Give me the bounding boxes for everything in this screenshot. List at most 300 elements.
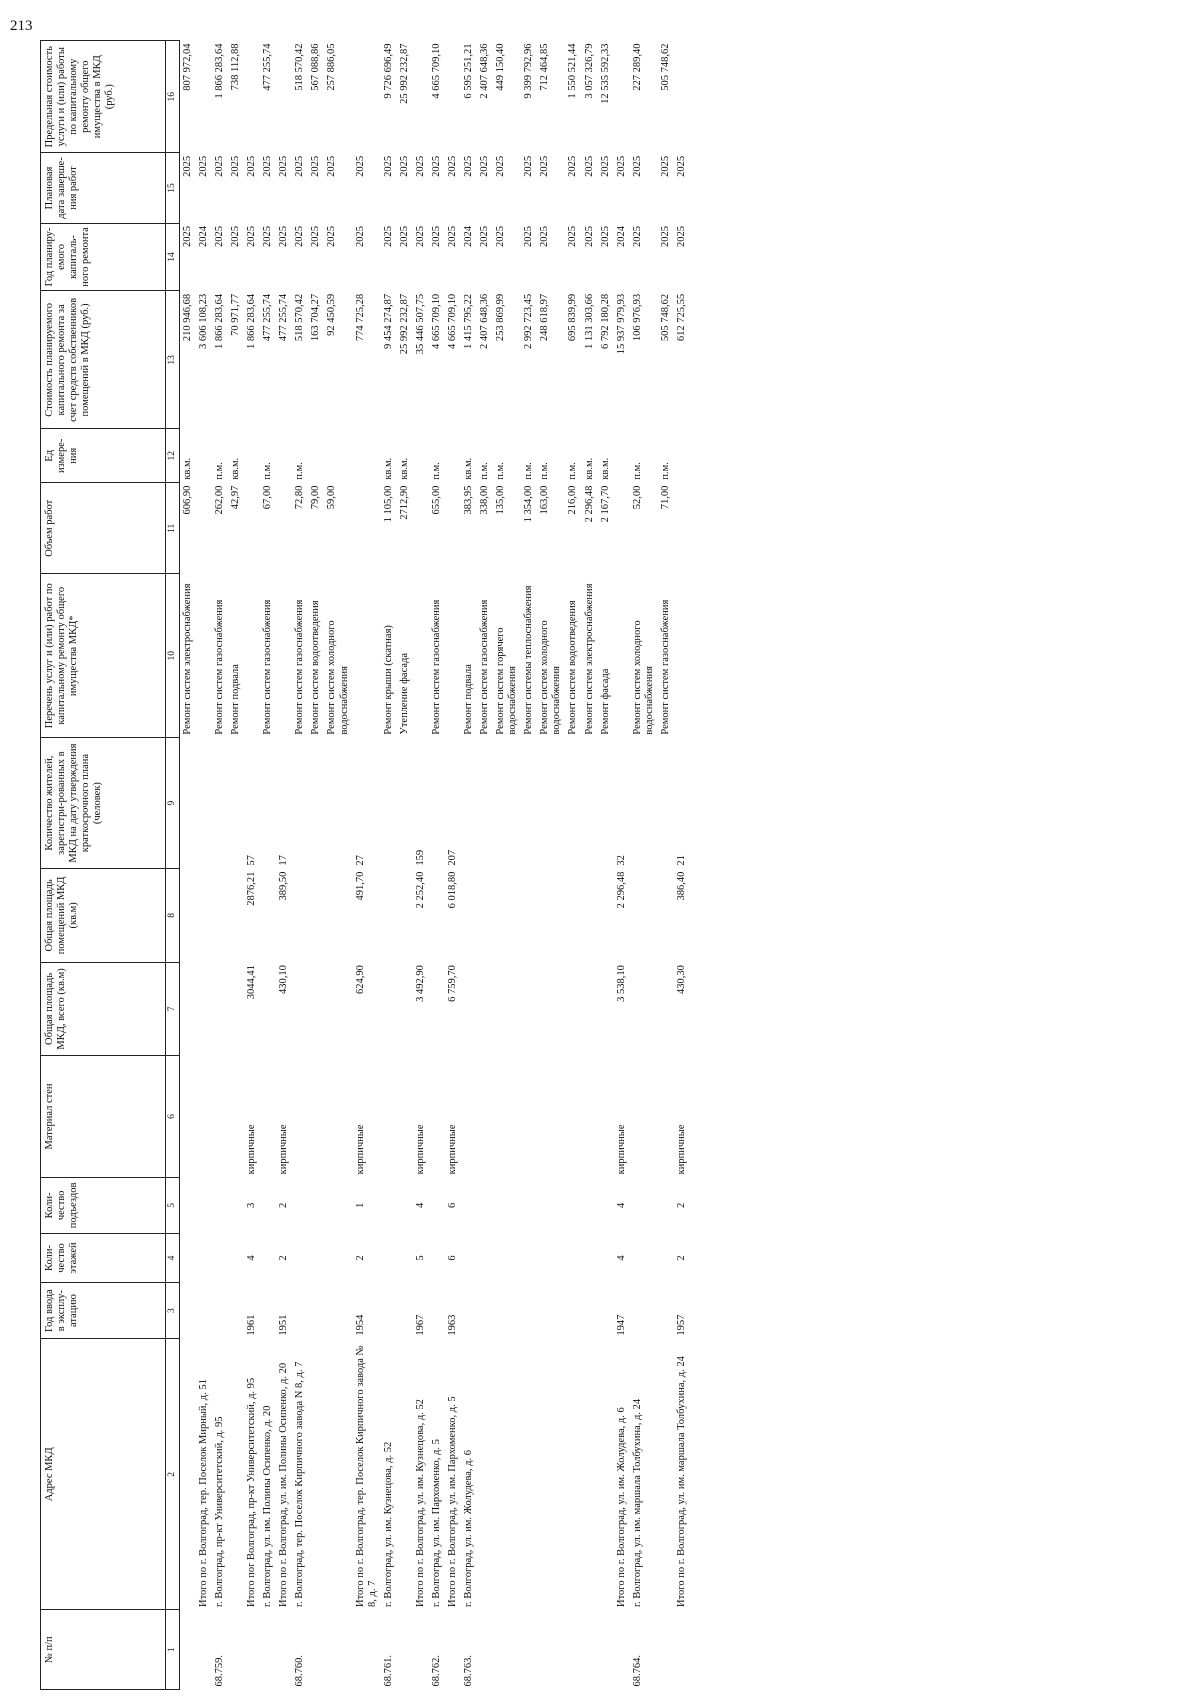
- unit: кв.м.: [181, 457, 193, 480]
- total-area: [196, 962, 212, 1056]
- unit: [674, 429, 690, 483]
- entrances: [477, 1177, 493, 1233]
- planned-cost: 4 665 709,10: [446, 293, 458, 349]
- table-row: [228, 41, 244, 1690]
- planned-cost: 70 971,77: [230, 293, 242, 336]
- completion-date: 2025: [414, 155, 426, 177]
- residents: 17: [278, 855, 290, 866]
- column-number: 9: [166, 738, 180, 869]
- residents: [537, 738, 565, 869]
- residents: [196, 738, 212, 869]
- floors: 2: [278, 1255, 290, 1261]
- column-number: 15: [166, 153, 180, 223]
- entrances: [521, 1177, 537, 1233]
- wall-material: [292, 1056, 308, 1178]
- year-built: [493, 1283, 521, 1339]
- repair-year: 2025: [631, 226, 643, 248]
- year-built: [582, 1283, 598, 1339]
- floors: [658, 1233, 674, 1282]
- premises-area: [461, 869, 477, 963]
- premises-area: [521, 869, 537, 963]
- row-number: [244, 1610, 260, 1690]
- address: [521, 1339, 537, 1610]
- floors: 5: [414, 1255, 426, 1261]
- table-row: [429, 41, 445, 1690]
- table-row: [582, 41, 598, 1690]
- column-header: Перечень услуг и (или) работ по капитальному ремонту общего имущества МКД*: [41, 574, 166, 738]
- max-cost: 518 570,42: [294, 43, 306, 91]
- wall-material: кирпичные: [675, 1124, 687, 1175]
- year-built: 1947: [615, 1314, 627, 1336]
- planned-cost: 477 255,74: [278, 293, 290, 342]
- premises-area: [429, 869, 445, 963]
- address: [582, 1339, 598, 1610]
- wall-material: кирпичные: [278, 1124, 290, 1175]
- column-header: Год ввода в эксплу-атацию: [41, 1283, 166, 1339]
- year-built: 1961: [246, 1314, 258, 1336]
- max-cost: 9 726 696,49: [382, 43, 394, 99]
- table-row: [324, 41, 352, 1690]
- work-type: Ремонт крыши (скатная): [382, 625, 394, 735]
- planned-cost: 695 839,99: [567, 293, 579, 342]
- year-built: [260, 1283, 276, 1339]
- address: г. Волгоград, ул. им. Кузнецова, д. 52: [382, 1441, 394, 1607]
- residents: 57: [246, 855, 258, 866]
- floors: [493, 1233, 521, 1282]
- max-cost: 4 665 709,10: [430, 43, 442, 99]
- total-area: 430,30: [675, 965, 687, 995]
- total-area: [582, 962, 598, 1056]
- year-built: [212, 1283, 228, 1339]
- total-area: [493, 962, 521, 1056]
- wall-material: кирпичные: [354, 1124, 366, 1175]
- planned-cost: 774 725,28: [354, 293, 366, 342]
- work-type: Ремонт систем газоснабжения: [262, 599, 274, 735]
- total-area: [461, 962, 477, 1056]
- work-volume: 67,00: [262, 485, 274, 510]
- max-cost: [445, 41, 461, 153]
- residents: 32: [615, 855, 627, 866]
- residents: 159: [414, 849, 426, 866]
- year-built: [429, 1283, 445, 1339]
- table-row: [537, 41, 565, 1690]
- repair-year: 2025: [539, 226, 551, 248]
- table-row: [260, 41, 276, 1690]
- column-number: 2: [166, 1339, 180, 1610]
- row-number: [537, 1610, 565, 1690]
- row-number: [565, 1610, 581, 1690]
- max-cost: 2 407 648,36: [479, 43, 491, 99]
- table-row: [244, 41, 260, 1690]
- completion-date: 2025: [446, 155, 458, 177]
- address: Итого по г. Волгоград, ул. им. Кузнецова, д. 52: [414, 1399, 426, 1607]
- completion-date: 2025: [230, 155, 242, 177]
- floors: [537, 1233, 565, 1282]
- total-area: [477, 962, 493, 1056]
- total-area: [429, 962, 445, 1056]
- completion-date: 2025: [326, 155, 338, 177]
- max-cost: 6 595 251,21: [463, 43, 475, 99]
- year-built: [598, 1283, 614, 1339]
- address: [565, 1339, 581, 1610]
- floors: [598, 1233, 614, 1282]
- premises-area: [212, 869, 228, 963]
- work-volume: 52,00: [631, 485, 643, 510]
- wall-material: [477, 1056, 493, 1178]
- header-row: [41, 41, 166, 1690]
- page-number: 213: [10, 18, 33, 34]
- year-built: [381, 1283, 397, 1339]
- planned-cost: 477 255,74: [262, 293, 274, 342]
- address: [397, 1339, 413, 1610]
- column-header: Плановая дата заверше-ния работ: [41, 153, 166, 223]
- completion-date: 2025: [430, 155, 442, 177]
- premises-area: [308, 869, 324, 963]
- work-volume: 72,80: [294, 485, 306, 510]
- column-number: 4: [166, 1233, 180, 1282]
- floors: 4: [246, 1255, 258, 1261]
- residents: [308, 738, 324, 869]
- completion-date: 2025: [197, 155, 209, 177]
- table-row: [565, 41, 581, 1690]
- entrances: [582, 1177, 598, 1233]
- repair-year: 2025: [446, 226, 458, 248]
- entrances: [381, 1177, 397, 1233]
- repair-year: 2025: [659, 226, 671, 248]
- repair-year: 2025: [599, 226, 611, 248]
- max-cost: 25 992 232,87: [398, 43, 410, 104]
- work-type: Утепление фасада: [398, 652, 410, 735]
- column-number: 12: [166, 429, 180, 483]
- floors: 4: [615, 1255, 627, 1261]
- planned-cost: 15 937 979,93: [615, 293, 627, 355]
- residents: [228, 738, 244, 869]
- repair-year: 2025: [675, 226, 687, 248]
- row-number: [477, 1610, 493, 1690]
- unit: п.м.: [262, 462, 274, 480]
- premises-area: [292, 869, 308, 963]
- completion-date: 2025: [262, 155, 274, 177]
- address: г. Волгоград, тер. Поселок Кирпичного завода N 8, д. 7: [294, 1361, 306, 1607]
- planned-cost: 2 407 648,36: [479, 293, 491, 349]
- address: [228, 1339, 244, 1610]
- unit: [308, 429, 324, 483]
- work-volume: [614, 483, 630, 574]
- work-volume: 1 105,00: [382, 485, 394, 523]
- total-area: [260, 962, 276, 1056]
- premises-area: [228, 869, 244, 963]
- planned-cost: 6 792 180,28: [599, 293, 611, 349]
- residents: [582, 738, 598, 869]
- column-number: 16: [166, 41, 180, 153]
- entrances: [461, 1177, 477, 1233]
- entrances: [429, 1177, 445, 1233]
- planned-cost: 9 454 274,87: [382, 293, 394, 349]
- floors: [228, 1233, 244, 1282]
- entrances: [397, 1177, 413, 1233]
- column-number-row: [166, 41, 180, 1690]
- total-area: [308, 962, 324, 1056]
- year-built: 1954: [354, 1314, 366, 1336]
- premises-area: [493, 869, 521, 963]
- year-built: [461, 1283, 477, 1339]
- work-type: [196, 574, 212, 738]
- residents: [521, 738, 537, 869]
- completion-date: 2025: [583, 155, 595, 177]
- work-type: [614, 574, 630, 738]
- wall-material: [228, 1056, 244, 1178]
- column-header: Общая площадь МКД, всего (кв.м): [41, 962, 166, 1056]
- total-area: [228, 962, 244, 1056]
- year-built: [630, 1283, 658, 1339]
- total-area: [598, 962, 614, 1056]
- work-volume: 71,00: [659, 485, 671, 510]
- work-volume: 338,00: [479, 485, 491, 515]
- wall-material: [196, 1056, 212, 1178]
- repair-year: 2025: [495, 226, 507, 248]
- year-built: [324, 1283, 352, 1339]
- work-volume: 2712,90: [398, 485, 410, 520]
- row-number: [674, 1610, 690, 1690]
- planned-cost: 1 131 303,66: [583, 293, 595, 349]
- max-cost: 505 748,62: [659, 43, 671, 91]
- wall-material: [537, 1056, 565, 1178]
- unit: п.м.: [214, 462, 226, 480]
- premises-area: [381, 869, 397, 963]
- column-number: 8: [166, 869, 180, 963]
- entrances: [196, 1177, 212, 1233]
- total-area: [324, 962, 352, 1056]
- work-type: Ремонт систем холодного водоснабжения: [326, 620, 350, 735]
- work-volume: 59,00: [326, 485, 338, 510]
- completion-date: 2025: [631, 155, 643, 177]
- table-row: [413, 41, 429, 1690]
- unit: [276, 429, 292, 483]
- table-row: [614, 41, 630, 1690]
- total-area: [521, 962, 537, 1056]
- unit: п.м.: [539, 462, 551, 480]
- wall-material: [212, 1056, 228, 1178]
- address: [493, 1339, 521, 1610]
- residents: [658, 738, 674, 869]
- entrances: [565, 1177, 581, 1233]
- year-built: 1951: [278, 1314, 290, 1336]
- work-type: Ремонт систем холодного водоснабжения: [539, 620, 563, 735]
- premises-area: 6 018,80: [446, 871, 458, 909]
- completion-date: 2025: [382, 155, 394, 177]
- residents: 21: [675, 855, 687, 866]
- entrances: [212, 1177, 228, 1233]
- repair-year: 2025: [414, 226, 426, 248]
- work-type: Ремонт подвала: [230, 664, 242, 735]
- residents: [429, 738, 445, 869]
- work-type: Ремонт систем электроснабжения: [181, 583, 193, 735]
- entrances: [292, 1177, 308, 1233]
- work-type: Ремонт систем холодного водоснабжения: [631, 620, 655, 735]
- unit: п.м.: [659, 462, 671, 480]
- row-number: [276, 1610, 292, 1690]
- row-number: [413, 1610, 429, 1690]
- column-header: Коли-чество подъездов: [41, 1177, 166, 1233]
- table-row: [196, 41, 212, 1690]
- table-row: [493, 41, 521, 1690]
- address: Итого по г. Волгоград, тер. Поселок Мирный, д. 51: [197, 1379, 209, 1607]
- entrances: [537, 1177, 565, 1233]
- repair-year: 2025: [278, 226, 290, 248]
- unit: кв.м.: [382, 457, 394, 480]
- unit: п.м.: [631, 462, 643, 480]
- floors: [381, 1233, 397, 1282]
- work-volume: [196, 483, 212, 574]
- table-row: [674, 41, 690, 1690]
- column-number: 5: [166, 1177, 180, 1233]
- residents: [493, 738, 521, 869]
- column-header: Год планиру-емого капиталь-ного ремонта: [41, 223, 166, 291]
- max-cost: [353, 41, 381, 153]
- table-row: [308, 41, 324, 1690]
- total-area: [381, 962, 397, 1056]
- table-row: [598, 41, 614, 1690]
- unit: кв.м.: [398, 457, 410, 480]
- completion-date: 2025: [354, 155, 366, 177]
- column-header: Количество жителей, зарегистри-рованных в МКД на дату утверждения краткосрочного плана (человек): [41, 738, 166, 869]
- premises-area: 389,50: [278, 871, 290, 901]
- max-cost: 807 972,04: [181, 43, 193, 91]
- work-type: Ремонт систем горячего водоснабжения: [495, 627, 519, 735]
- work-volume: 262,00: [214, 485, 226, 515]
- total-area: [212, 962, 228, 1056]
- premises-area: [598, 869, 614, 963]
- floors: [308, 1233, 324, 1282]
- max-cost: 9 399 792,96: [523, 43, 535, 99]
- address: [477, 1339, 493, 1610]
- floors: [477, 1233, 493, 1282]
- work-volume: 1 354,00: [523, 485, 535, 523]
- wall-material: [582, 1056, 598, 1178]
- completion-date: 2025: [659, 155, 671, 177]
- work-type: [276, 574, 292, 738]
- wall-material: [260, 1056, 276, 1178]
- table-row: [477, 41, 493, 1690]
- premises-area: [537, 869, 565, 963]
- residents: [292, 738, 308, 869]
- unit: п.м.: [523, 462, 535, 480]
- max-cost: [413, 41, 429, 153]
- residents: [598, 738, 614, 869]
- wall-material: [429, 1056, 445, 1178]
- floors: [521, 1233, 537, 1282]
- unit: п.м.: [294, 462, 306, 480]
- year-built: 1967: [414, 1314, 426, 1336]
- year-built: [397, 1283, 413, 1339]
- unit: кв.м.: [463, 457, 475, 480]
- unit: п.м.: [479, 462, 491, 480]
- address: г. Волгоград, ул. им. Жолудева, д. 6: [463, 1449, 475, 1607]
- wall-material: кирпичные: [414, 1124, 426, 1175]
- max-cost: 712 464,85: [539, 43, 551, 91]
- unit: [196, 429, 212, 483]
- year-built: [292, 1283, 308, 1339]
- premises-area: [179, 869, 196, 963]
- completion-date: 2025: [246, 155, 258, 177]
- max-cost: 477 255,74: [262, 43, 274, 91]
- total-area: [630, 962, 658, 1056]
- column-number: 1: [166, 1610, 180, 1690]
- wall-material: [461, 1056, 477, 1178]
- table-row: [445, 41, 461, 1690]
- residents: [565, 738, 581, 869]
- max-cost: 227 289,40: [631, 43, 643, 91]
- capital-repair-table: [40, 40, 690, 1690]
- repair-year: 2025: [398, 226, 410, 248]
- repair-year: 2025: [181, 226, 193, 248]
- work-volume: 163,00: [539, 485, 551, 515]
- unit: [353, 429, 381, 483]
- total-area: 3044,41: [246, 965, 258, 1000]
- entrances: 6: [446, 1202, 458, 1208]
- work-type: [353, 574, 381, 738]
- column-number: 3: [166, 1283, 180, 1339]
- address: г. Волгоград, ул. им. Пархоменко, д. 5: [430, 1439, 442, 1607]
- row-number: [308, 1610, 324, 1690]
- floors: [630, 1233, 658, 1282]
- premises-area: [477, 869, 493, 963]
- entrances: 2: [675, 1202, 687, 1208]
- completion-date: 2025: [599, 155, 611, 177]
- column-number: 6: [166, 1056, 180, 1178]
- row-number: [324, 1610, 352, 1690]
- repair-year: 2025: [523, 226, 535, 248]
- year-built: [537, 1283, 565, 1339]
- premises-area: 2 296,48: [615, 871, 627, 909]
- wall-material: [658, 1056, 674, 1178]
- address: г. Волгоград, ул. им. Полины Осипенко, д. 20: [262, 1405, 274, 1607]
- work-type: [244, 574, 260, 738]
- wall-material: [324, 1056, 352, 1178]
- premises-area: 2876,21: [246, 871, 258, 906]
- max-cost: 1 866 283,64: [214, 43, 226, 99]
- year-built: [196, 1283, 212, 1339]
- entrances: 2: [278, 1202, 290, 1208]
- wall-material: кирпичные: [246, 1124, 258, 1175]
- table-row: [461, 41, 477, 1690]
- row-number: [353, 1610, 381, 1690]
- column-header: Ед измере-ния: [41, 429, 166, 483]
- total-area: [658, 962, 674, 1056]
- column-header: Предельная стоимость услуги и (или) работы по капитальному ремонту общего имущества в МКД (руб.): [41, 41, 166, 153]
- max-cost: [244, 41, 260, 153]
- completion-date: 2025: [523, 155, 535, 177]
- repair-year: 2025: [294, 226, 306, 248]
- address: [308, 1339, 324, 1610]
- work-type: [674, 574, 690, 738]
- column-number: 13: [166, 291, 180, 429]
- premises-area: [630, 869, 658, 963]
- total-area: 624,90: [354, 965, 366, 995]
- work-volume: 79,00: [310, 485, 322, 510]
- floors: [212, 1233, 228, 1282]
- table-row: [292, 41, 308, 1690]
- entrances: [179, 1177, 196, 1233]
- max-cost: 257 886,05: [326, 43, 338, 91]
- column-header: Адрес МКД: [41, 1339, 166, 1610]
- total-area: [179, 962, 196, 1056]
- work-volume: 606,90: [181, 485, 193, 515]
- address: Итого по г. Волгоград, тер. Поселок Кирпичного завода № 8, д. 7: [354, 1345, 378, 1607]
- total-area: 3 538,10: [615, 965, 627, 1002]
- premises-area: [324, 869, 352, 963]
- planned-cost: 4 665 709,10: [430, 293, 442, 349]
